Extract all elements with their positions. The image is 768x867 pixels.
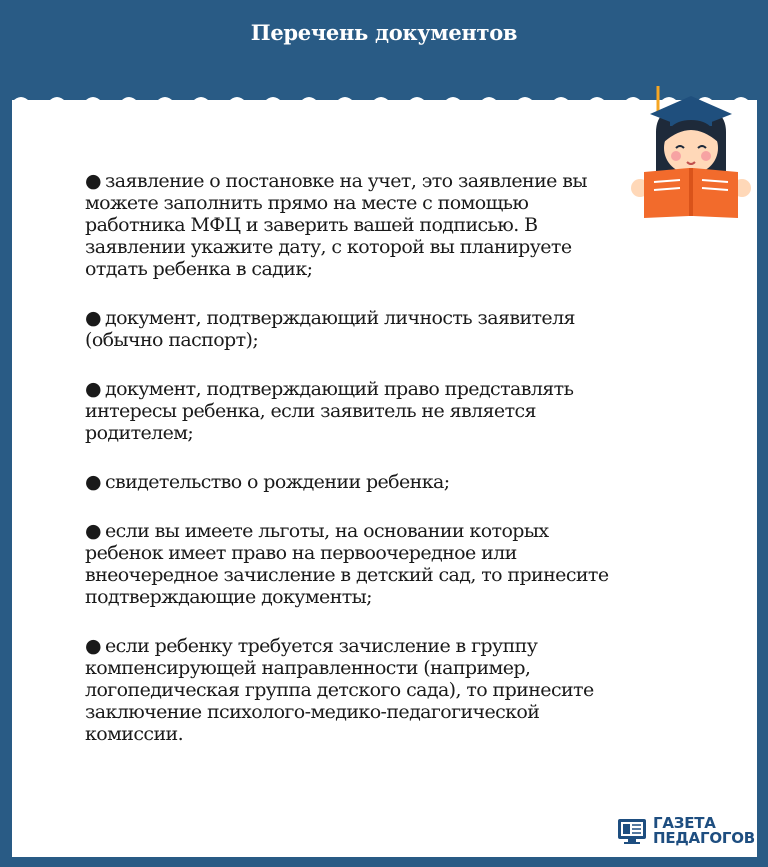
bullet-icon: ● [85,170,101,192]
bullet-icon: ● [85,635,101,657]
list-item-text: если вы имеете льготы, на основании которых ребенок имеет право на первоочередное или внеочередное зачисление в детский сад, то принесите подтверждающие документы; [85,520,609,608]
page-title: Перечень документов [250,20,518,45]
bullet-icon: ● [85,520,101,542]
list-item-text: документ, подтверждающий право представлять интересы ребенка, если заявитель не является родителем; [85,378,574,444]
newspaper-monitor-icon [617,816,647,846]
reading-girl-illustration [628,84,754,224]
list-item [85,307,625,351]
list-item [85,520,625,608]
bullet-icon: ● [85,307,101,329]
bullet-icon: ● [85,471,101,493]
list-item-text: заявление о постановке на учет, это заявление вы можете заполнить прямо на месте с помощью работника МФЦ и заверить вашей подписью. В заявлении укажите дату, с которой вы планируете отдать ребенка в садик; [85,170,587,280]
list-item [85,170,625,280]
list-item [85,471,625,493]
list-item [85,378,625,444]
documents-list [85,170,625,772]
bullet-icon: ● [85,378,101,400]
list-item-text: если ребенку требуется зачисление в группу компенсирующей направленности (например, логопедическая группа детского сада), то принесите заключение психолого-медико-педагогической комиссии. [85,635,594,745]
list-item-text: свидетельство о рождении ребенка; [104,471,450,493]
gazeta-pedagogov-logo [617,813,757,849]
logo-text [653,816,755,846]
logo-line-1: ГАЗЕТА [653,814,716,832]
list-item-text: документ, подтверждающий личность заявителя (обычно паспорт); [85,307,575,351]
logo-line-2: ПЕДАГОГОВ [653,829,756,847]
list-item [85,635,625,745]
